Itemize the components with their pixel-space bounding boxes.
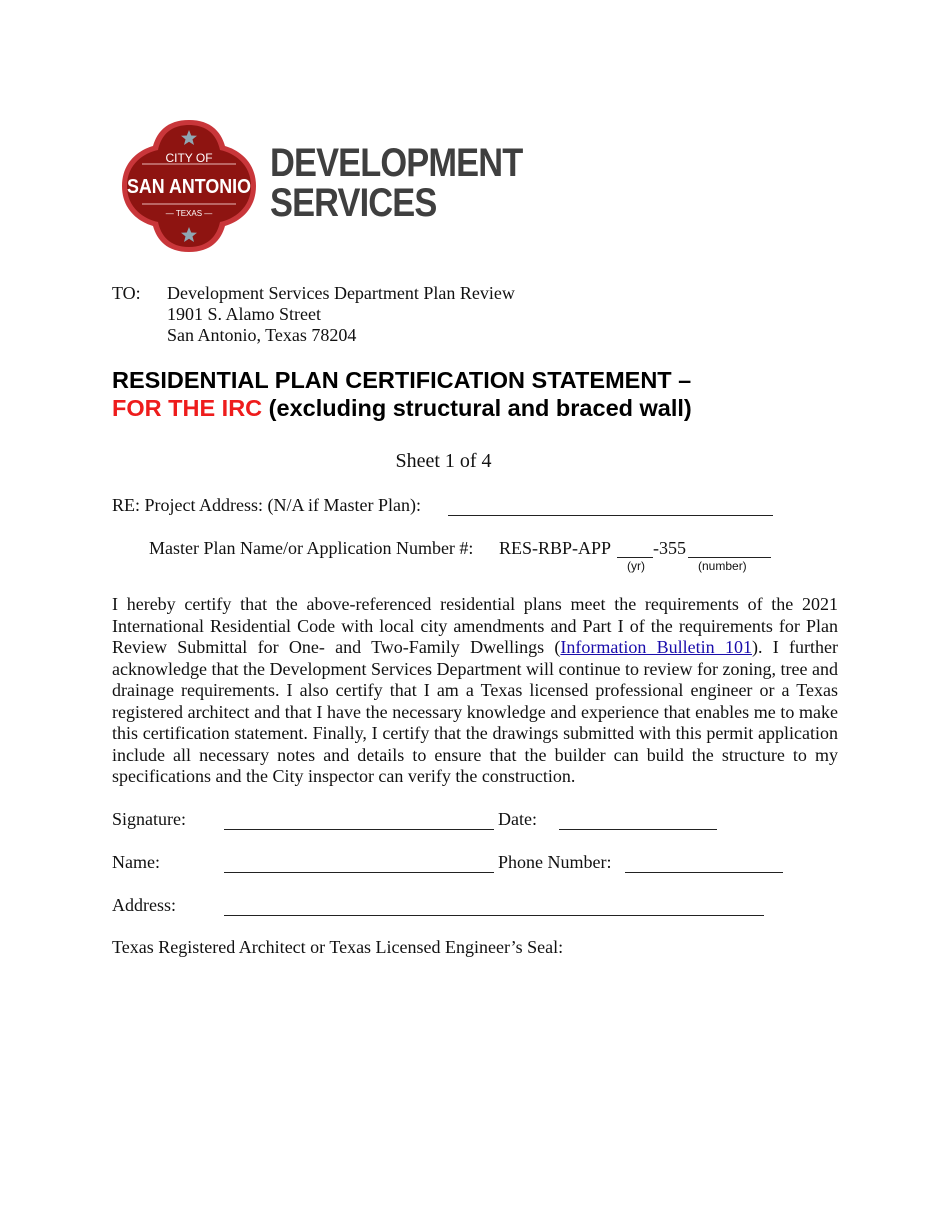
seal-city-of-text: CITY OF: [165, 151, 213, 165]
recipient-line-2: 1901 S. Alamo Street: [167, 304, 321, 324]
seal-label: Texas Registered Architect or Texas Licensed Engineer’s Seal:: [112, 937, 564, 957]
document-title: [112, 366, 692, 422]
title-line-2: [112, 394, 692, 422]
city-seal-logo: [118, 116, 260, 256]
to-label: TO:: [112, 283, 141, 303]
master-plan-label: Master Plan Name/or Application Number #:: [149, 538, 474, 558]
year-caption: (yr): [627, 559, 645, 573]
name-field[interactable]: [224, 872, 494, 873]
paragraph-text-1: I hereby certify that the above-referenced residential plans meet the requirements of the 2021 International Residential Code with local city amendments and Part I of the requirements for Plan Review Submittal for One- and Two-Family Dwellings (: [112, 594, 838, 657]
date-field[interactable]: [559, 829, 717, 830]
paragraph-text-2: ). I further acknowledge that the Development Services Department will continue to review for zoning, tree and drainage requirements. I also certify that I am a Texas licensed professional engineer or a Texas registered architect and that I have the necessary knowledge and experience that enables me to make this certification statement. Finally, I certify that the drawings submitted with this permit application include all necessary notes and details to ensure that the builder can build the structure to my specifications and the City inspector can verify the construction.: [112, 637, 838, 786]
phone-number-field[interactable]: [625, 872, 783, 873]
application-year-field[interactable]: [617, 557, 653, 558]
application-number-field[interactable]: [688, 557, 771, 558]
project-address-label: RE: Project Address: (N/A if Master Plan):: [112, 495, 421, 515]
signature-label: Signature:: [112, 809, 186, 829]
recipient-line-1: Development Services Department Plan Review: [167, 283, 515, 303]
application-mid-code: -355: [653, 538, 686, 558]
signature-field[interactable]: [224, 829, 494, 830]
certification-paragraph: [112, 594, 838, 788]
recipient-line-3: San Antonio, Texas 78204: [167, 325, 357, 345]
address-label: Address:: [112, 895, 176, 915]
name-label: Name:: [112, 852, 160, 872]
brand-line-1: DEVELOPMENT: [270, 141, 523, 185]
date-label: Date:: [498, 809, 537, 829]
address-field[interactable]: [224, 915, 764, 916]
project-address-field[interactable]: [448, 515, 773, 516]
brand-line-2: SERVICES: [270, 181, 437, 225]
sheet-number: Sheet 1 of 4: [395, 450, 492, 472]
phone-number-label: Phone Number:: [498, 852, 612, 872]
number-caption: (number): [698, 559, 747, 573]
information-bulletin-link[interactable]: Information Bulletin 101: [560, 637, 752, 657]
title-line-1: RESIDENTIAL PLAN CERTIFICATION STATEMENT –: [112, 367, 692, 393]
seal-state-text: — TEXAS —: [165, 209, 213, 218]
development-services-wordmark: [270, 143, 522, 223]
title-line-2-rest: (excluding structural and braced wall): [262, 395, 692, 421]
application-prefix: RES-RBP-APP: [499, 538, 612, 558]
title-irc-highlight: FOR THE IRC: [112, 395, 263, 421]
seal-city-name-text: SAN ANTONIO: [127, 176, 251, 198]
